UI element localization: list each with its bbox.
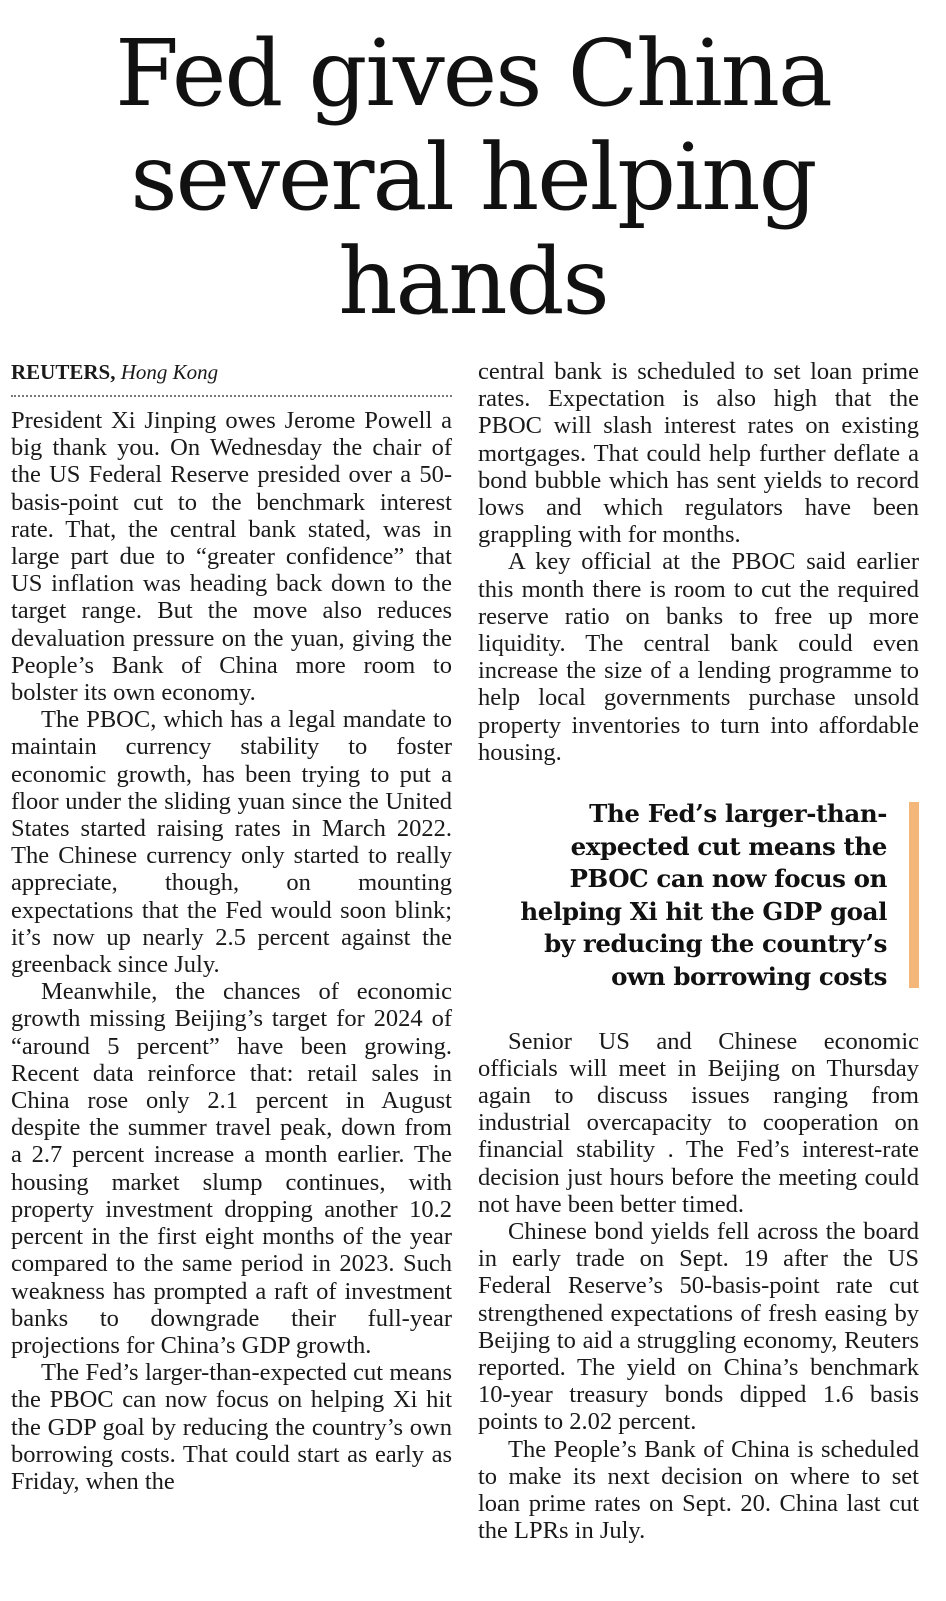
article-paragraph: The People’s Bank of China is scheduled to make its next decision on where to set loan prime rates on Sept. 20. China last cut the LPRs in July. [478, 1435, 919, 1545]
headline [0, 22, 946, 334]
pull-quote-line: own borrowing costs [611, 962, 887, 992]
byline-agency: REUTERS, [11, 360, 116, 384]
article-paragraph: A key official at the PBOC said earlier this month there is room to cut the required reserve ratio on banks to free up more liquidity. The central bank could even increase the size of a lending programme to help local governments purchase unsold property inventories to turn into affordable housing. [478, 548, 919, 766]
pull-quote [478, 794, 919, 1000]
article-paragraph: The Fed’s larger-than-expected cut means the PBOC can now focus on helping Xi hit the GDP goal by reducing the country’s own borrowing costs. That could start as early as Friday, when the [11, 1359, 452, 1495]
byline [11, 358, 452, 397]
article-paragraph: The PBOC, which has a legal mandate to maintain currency stability to foster economic growth, has been trying to put a floor under the sliding yuan since the United States started raising rates in March 2022. The Chinese currency only started to really appreciate, though, on mounting expectations that the Fed would soon blink; it’s now up nearly 2.5 percent against the greenback since July. [11, 706, 452, 979]
article-paragraph-continued: central bank is scheduled to set loan prime rates. Expectation is also high that the PBOC will slash interest rates on existing mortgages. That could help further deflate a bond bubble which has sent yields to record lows and which regulators have been grappling with for months. [478, 358, 919, 549]
pull-quote-line: helping Xi hit the GDP goal [520, 896, 887, 926]
article-paragraph: President Xi Jinping owes Jerome Powell a big thank you. On Wednesday the chair of the US Federal Reserve presided over a 50-basis-point cut to the benchmark interest rate. That, the central bank stated, was in large part due to “greater confidence” that US inflation was heading back down to the target range. But the move also reduces devaluation pressure on the yuan, giving the People’s Bank of China more room to bolster its own economy. [11, 407, 452, 707]
pull-quote-line: The Fed’s larger-than- [589, 799, 887, 829]
byline-dateline: Hong Kong [120, 360, 219, 384]
article-column-right [478, 358, 919, 1544]
pull-quote-line: by reducing the country’s [544, 929, 887, 959]
headline-line: hands [338, 228, 608, 335]
headline-line: Fed gives China [115, 20, 831, 127]
pull-quote-line: PBOC can now focus on [569, 864, 887, 894]
article-paragraph: Senior US and Chinese economic officials will meet in Beijing on Thursday again to discuss issues ranging from industrial overcapacity to cooperation on financial stability . The Fed’s interest-rate decision just hours before the meeting could not have been better timed. [478, 1027, 919, 1218]
article-column-left [11, 358, 452, 1495]
article-paragraph: Meanwhile, the chances of economic growth missing Beijing’s target for 2024 of “around 5 percent” have been growing. Recent data reinforce that: retail sales in China rose only 2.1 percent in August despite the summer travel peak, down from a 2.7 percent increase a month earlier. The housing market slump continues, with property investment dropping another 10.2 percent in the first eight months of the year compared to the same period in 2023. Such weakness has prompted a raft of investment banks to downgrade their full-year projections for China’s GDP growth. [11, 978, 452, 1359]
article-paragraph: Chinese bond yields fell across the board in early trade on Sept. 19 after the US Federal Reserve’s 50-basis-point rate cut strengthened expectations of fresh easing by Beijing to aid a struggling economy, Reuters reported. The yield on China’s benchmark 10-year treasury bonds dipped 1.6 basis points to 2.02 percent. [478, 1218, 919, 1436]
pull-quote-accent-bar [909, 802, 919, 988]
pull-quote-line: expected cut means the [570, 831, 887, 861]
headline-line: several helping [130, 124, 816, 231]
